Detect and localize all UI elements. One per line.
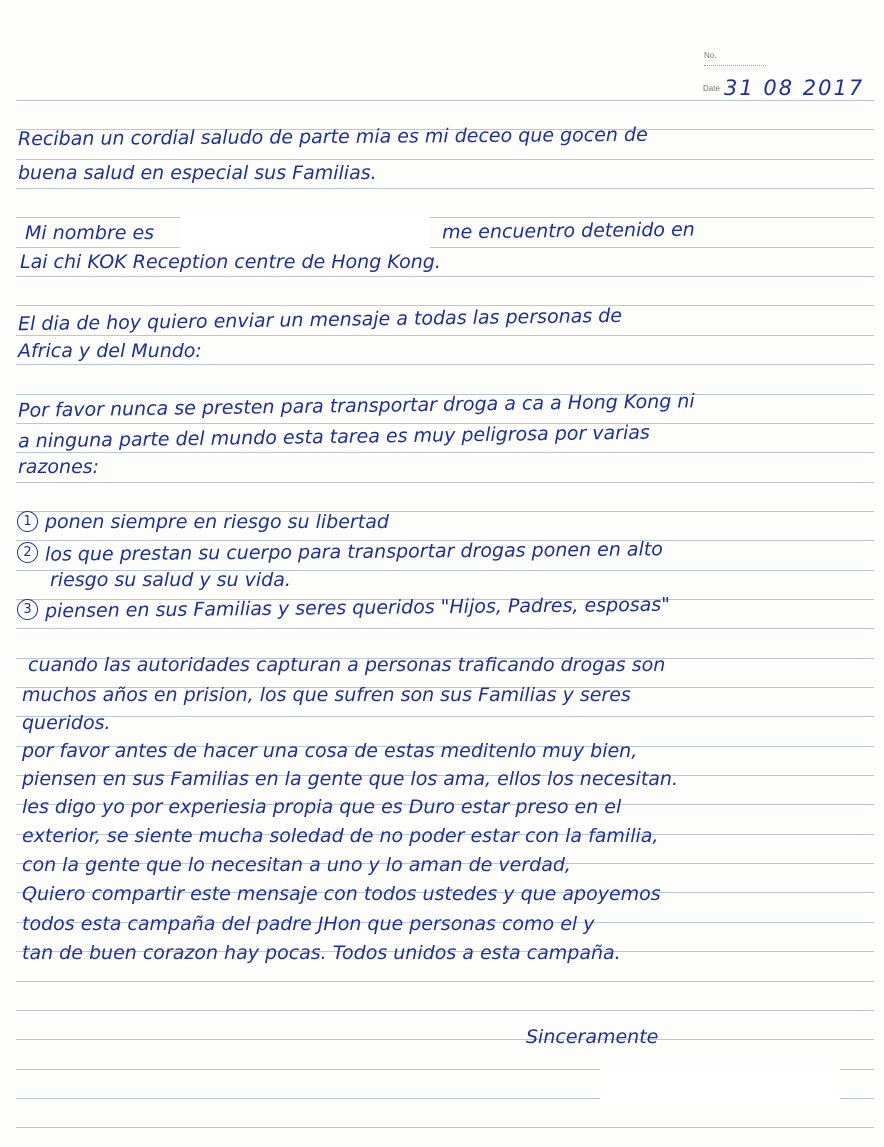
body-line-3: queridos. [22, 712, 111, 734]
body-line-11: tan de buen corazon hay pocas. Todos unidos a esta campaña. [22, 942, 621, 964]
body-line-7: exterior, se siente mucha soledad de no poder estar con la familia, [22, 825, 659, 847]
redacted-signature [600, 1065, 840, 1105]
ruled-line [16, 276, 874, 277]
ruled-line [16, 364, 874, 365]
ruled-line [16, 981, 874, 982]
reason-1-number: 1 [17, 511, 38, 532]
intro-location: Lai chi KOK Reception centre de Hong Kong. [20, 251, 441, 273]
message-intro-line-2: Africa y del Mundo: [18, 340, 202, 362]
body-line-8: con la gente que lo necesitan a uno y lo aman de verdad, [22, 854, 571, 876]
greeting-line-2: buena salud en especial sus Familias. [18, 162, 377, 184]
plea-line-2: a ninguna parte del mundo esta tarea es muy peligrosa por varias [17, 421, 650, 453]
body-line-10: todos esta campaña del padre JHon que personas como el y [22, 913, 595, 935]
number-label: No. [704, 51, 717, 60]
ruled-line [16, 628, 874, 629]
reason-2-text: los que prestan su cuerpo para transportar drogas ponen en alto [44, 538, 663, 566]
ruled-line [16, 217, 874, 218]
date-value: 31 08 2017 [724, 76, 865, 100]
plea-line-3: razones: [18, 456, 100, 478]
ruled-line [16, 1010, 874, 1011]
reason-3-number: 3 [17, 599, 38, 620]
ruled-line [16, 452, 874, 453]
body-line-5: piensen en sus Familias en la gente que los ama, ellos los necesitan. [22, 768, 679, 790]
ruled-line [16, 159, 874, 160]
body-line-4: por favor antes de hacer una cosa de estas meditenlo muy bien, [22, 740, 638, 762]
reason-2-continuation: riesgo su salud y su vida. [50, 569, 291, 591]
message-intro-line-1: El dia de hoy quiero enviar un mensaje a todas las personas de [17, 304, 623, 336]
body-line-6: les digo yo por experiesia propia que es Duro estar preso en el [22, 796, 622, 818]
ruled-line [16, 100, 874, 101]
number-field-line [704, 65, 766, 66]
reason-2-number: 2 [17, 542, 38, 563]
intro-name-label: Mi nombre es [25, 222, 155, 244]
ruled-line [16, 482, 874, 483]
date-label: Date [703, 84, 720, 93]
plea-line-1: Por favor nunca se presten para transportar droga a ca a Hong Kong ni [17, 390, 695, 422]
ruled-line [16, 1127, 874, 1128]
reason-3-text: piensen en sus Familias y seres queridos "Hijos, Padres, esposas" [44, 593, 671, 623]
signoff: Sinceramente [526, 1026, 659, 1048]
ruled-line [16, 1039, 874, 1040]
ruled-line [16, 247, 874, 248]
body-line-2: muchos años en prision, los que sufren son sus Familias y seres [22, 684, 631, 706]
greeting-line-1: Reciban un cordial saludo de parte mia es mi deceo que gocen de [17, 123, 648, 151]
reason-1-text: ponen siempre en riesgo su libertad [45, 511, 389, 533]
redacted-name [180, 214, 430, 248]
ruled-line [16, 305, 874, 306]
ruled-line [16, 335, 874, 336]
body-line-9: Quiero compartir este mensaje con todos ustedes y que apoyemos [22, 883, 661, 905]
ruled-line [16, 716, 874, 717]
ruled-line [16, 188, 874, 189]
body-line-1: cuando las autoridades capturan a personas traficando drogas son [28, 654, 666, 676]
intro-detained: me encuentro detenido en [441, 218, 695, 244]
